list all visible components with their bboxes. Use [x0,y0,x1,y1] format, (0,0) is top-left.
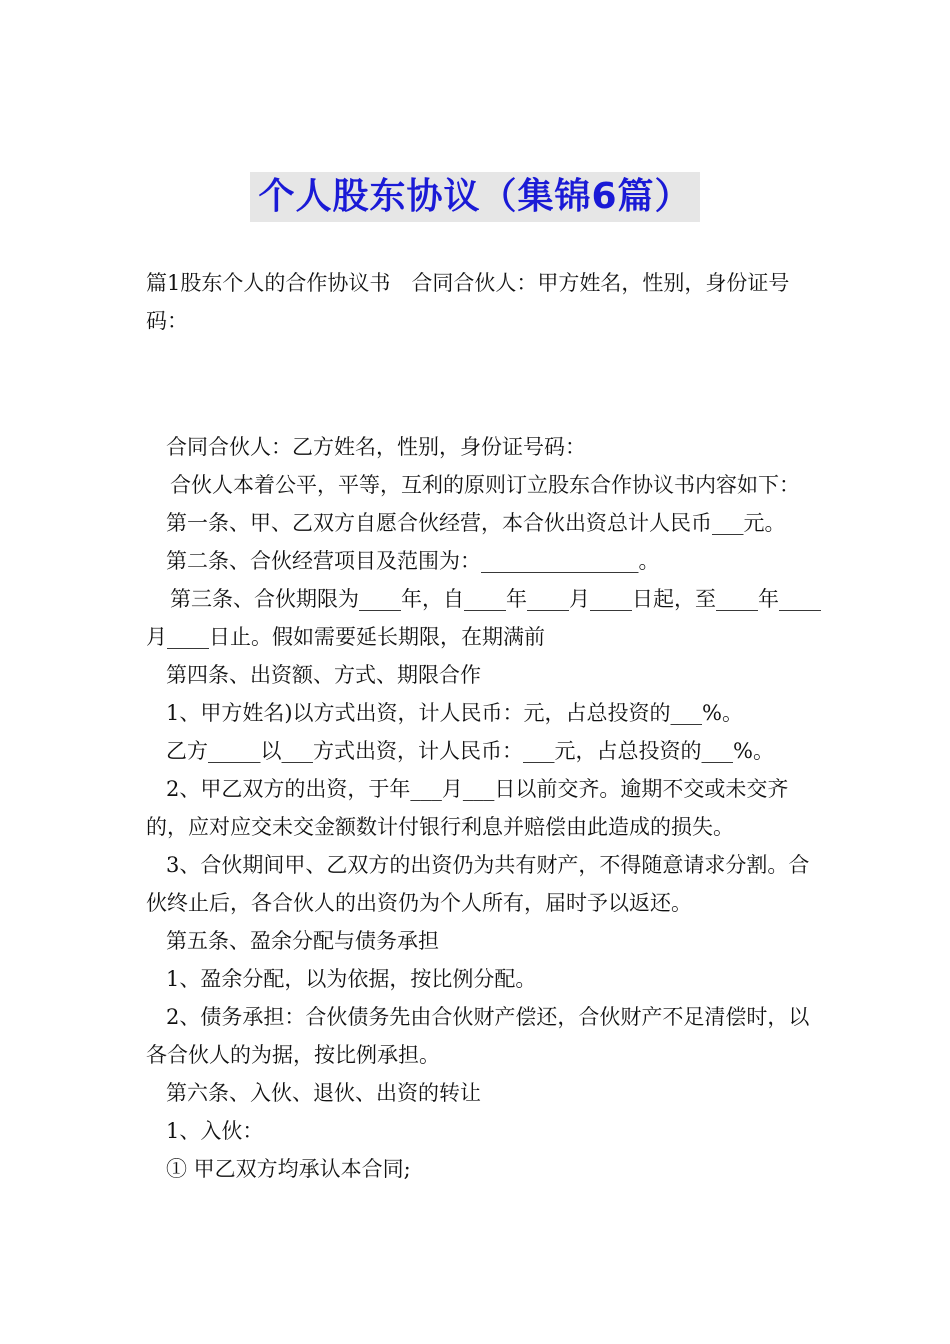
paragraph-4-2: 2、甲乙双方的出资，于年___月___日以前交齐。逾期不交或未交齐的，应对应交未交金额数计付银行利息并赔偿由此造成的损失。 [146,777,789,839]
paragraph-party-b: 合同合伙人：乙方姓名，性别，身份证号码： [166,435,586,459]
paragraph-4-3: 3、合伙期间甲、乙双方的出资仍为共有财产，不得随意请求分割。合伙终止后，各合伙人的出资仍为个人所有，届时予以返还。 [146,853,810,915]
paragraph-intro: 篇1股东个人的合作协议书 合同合伙人：甲方姓名，性别，身份证号码： [146,271,790,333]
paragraph-article-4: 第四条、出资额、方式、期限合作 [166,663,481,687]
paragraph-4-party-b: 乙方_____以___方式出资，计人民币：___元，占总投资的___%。 [166,739,774,763]
paragraph-article-5: 第五条、盈余分配与债务承担 [166,929,439,953]
blank-space [146,340,826,428]
paragraph-article-1: 第一条、甲、乙双方自愿合伙经营，本合伙出资总计人民币___元。 [166,511,786,535]
paragraph-5-1: 1、盈余分配，以为依据，按比例分配。 [166,967,537,991]
paragraph-article-2: 第二条、合伙经营项目及范围为：_______________。 [166,549,660,573]
paragraph-5-2: 2、债务承担：合伙债务先由合伙财产偿还，合伙财产不足清偿时，以各合伙人的为据，按比例承担。 [146,1005,810,1067]
paragraph-article-3: 第三条、合伙期限为____年，自____年____月____日起，至____年____月____日止。假如需要延长期限，在期满前 [146,587,821,649]
paragraph-4-1: 1、甲方姓名)以方式出资，计人民币：元，占总投资的___%。 [166,701,744,725]
title-container [0,172,950,222]
paragraph-6-1: 1、入伙： [166,1119,264,1143]
paragraph-article-6: 第六条、入伙、退伙、出资的转让 [166,1081,481,1105]
document-title: 个人股东协议（集锦6篇） [250,172,699,222]
paragraph-6-1-a: ① 甲乙双方均承认本合同; [166,1157,411,1181]
paragraph-principle: 合伙人本着公平，平等，互利的原则订立股东合作协议书内容如下： [170,473,800,497]
document-body [146,264,826,1188]
